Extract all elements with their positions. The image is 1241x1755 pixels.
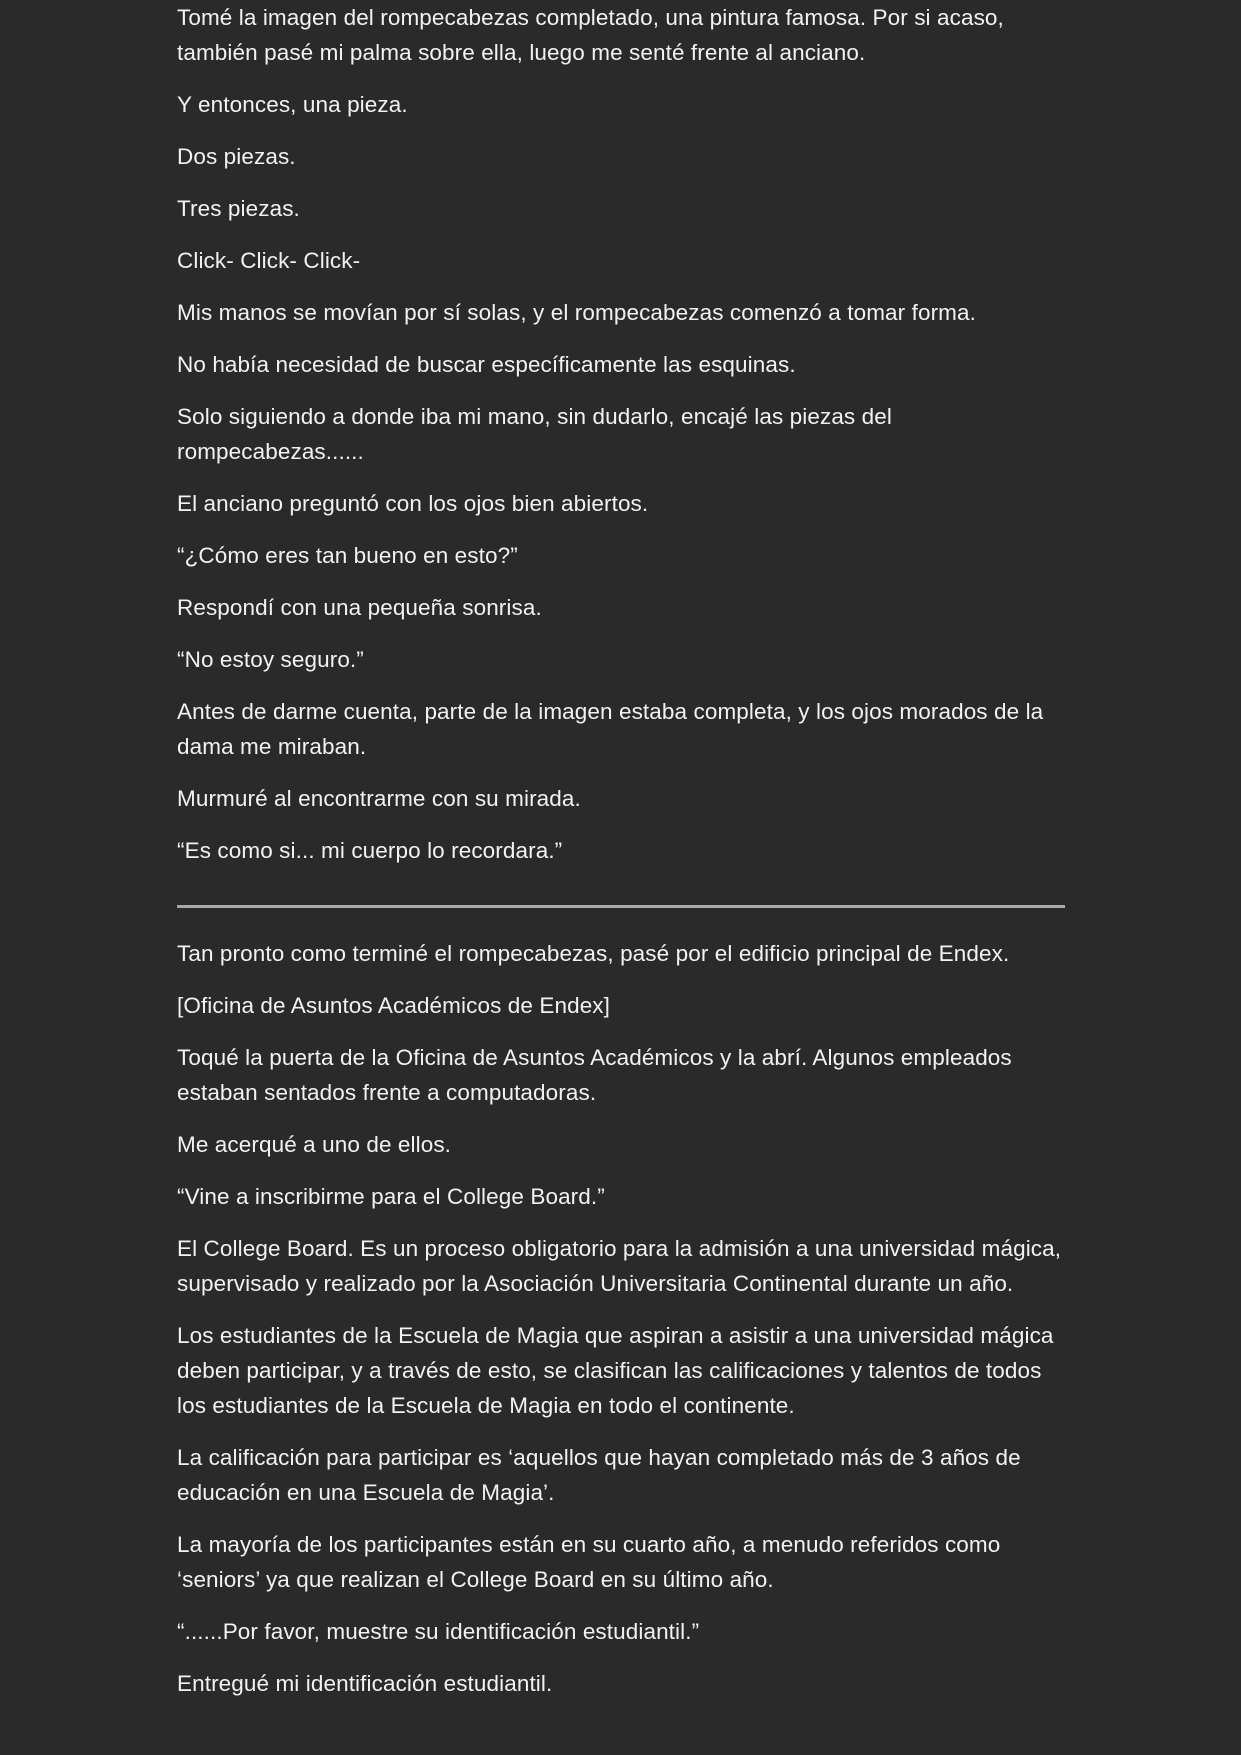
paragraph: “......Por favor, muestre su identificación estudiantil.” bbox=[177, 1619, 700, 1644]
reader-content bbox=[177, 0, 1065, 1718]
paragraph: “Vine a inscribirme para el College Board.” bbox=[177, 1184, 605, 1209]
section-two bbox=[177, 936, 1065, 1718]
paragraph: La mayoría de los participantes están en su cuarto año, a menudo referidos como ‘seniors’ ya que realizan el College Board en su último año. bbox=[177, 1532, 1001, 1592]
paragraph: Respondí con una pequeña sonrisa. bbox=[177, 595, 542, 620]
paragraph: El College Board. Es un proceso obligatorio para la admisión a una universidad mágica, supervisado y realizado por la Asociación Universitaria Continental durante un año. bbox=[177, 1236, 1062, 1296]
section-one bbox=[177, 0, 1065, 885]
paragraph: Los estudiantes de la Escuela de Magia que aspiran a asistir a una universidad mágica deben participar, y a través de esto, se clasifican las calificaciones y talentos de todos los estudiantes de la Escuela de Magia en todo el continente. bbox=[177, 1323, 1054, 1418]
paragraph: Dos piezas. bbox=[177, 144, 296, 169]
paragraph: Toqué la puerta de la Oficina de Asuntos Académicos y la abrí. Algunos empleados estaban sentados frente a computadoras. bbox=[177, 1045, 1012, 1105]
paragraph: Tres piezas. bbox=[177, 196, 300, 221]
paragraph: Tomé la imagen del rompecabezas completado, una pintura famosa. Por si acaso, también pasé mi palma sobre ella, luego me senté frente al anciano. bbox=[177, 5, 1004, 65]
paragraph: Entregué mi identificación estudiantil. bbox=[177, 1671, 553, 1696]
paragraph: Y entonces, una pieza. bbox=[177, 92, 408, 117]
paragraph: Me acerqué a uno de ellos. bbox=[177, 1132, 452, 1157]
section-divider bbox=[177, 905, 1065, 908]
paragraph: Tan pronto como terminé el rompecabezas, pasé por el edificio principal de Endex. bbox=[177, 941, 1010, 966]
paragraph: Click- Click- Click- bbox=[177, 248, 361, 273]
paragraph: Mis manos se movían por sí solas, y el rompecabezas comenzó a tomar forma. bbox=[177, 300, 976, 325]
paragraph: No había necesidad de buscar específicamente las esquinas. bbox=[177, 352, 796, 377]
paragraph: Solo siguiendo a donde iba mi mano, sin dudarlo, encajé las piezas del rompecabezas...... bbox=[177, 404, 892, 464]
paragraph: Murmuré al encontrarme con su mirada. bbox=[177, 786, 581, 811]
paragraph: La calificación para participar es ‘aquellos que hayan completado más de 3 años de educación en una Escuela de Magia’. bbox=[177, 1445, 1021, 1505]
paragraph: “Es como si... mi cuerpo lo recordara.” bbox=[177, 838, 563, 863]
paragraph: El anciano preguntó con los ojos bien abiertos. bbox=[177, 491, 649, 516]
paragraph: “No estoy seguro.” bbox=[177, 647, 364, 672]
paragraph: [Oficina de Asuntos Académicos de Endex] bbox=[177, 993, 611, 1018]
paragraph: Antes de darme cuenta, parte de la imagen estaba completa, y los ojos morados de la dama me miraban. bbox=[177, 699, 1044, 759]
paragraph: “¿Cómo eres tan bueno en esto?” bbox=[177, 543, 518, 568]
